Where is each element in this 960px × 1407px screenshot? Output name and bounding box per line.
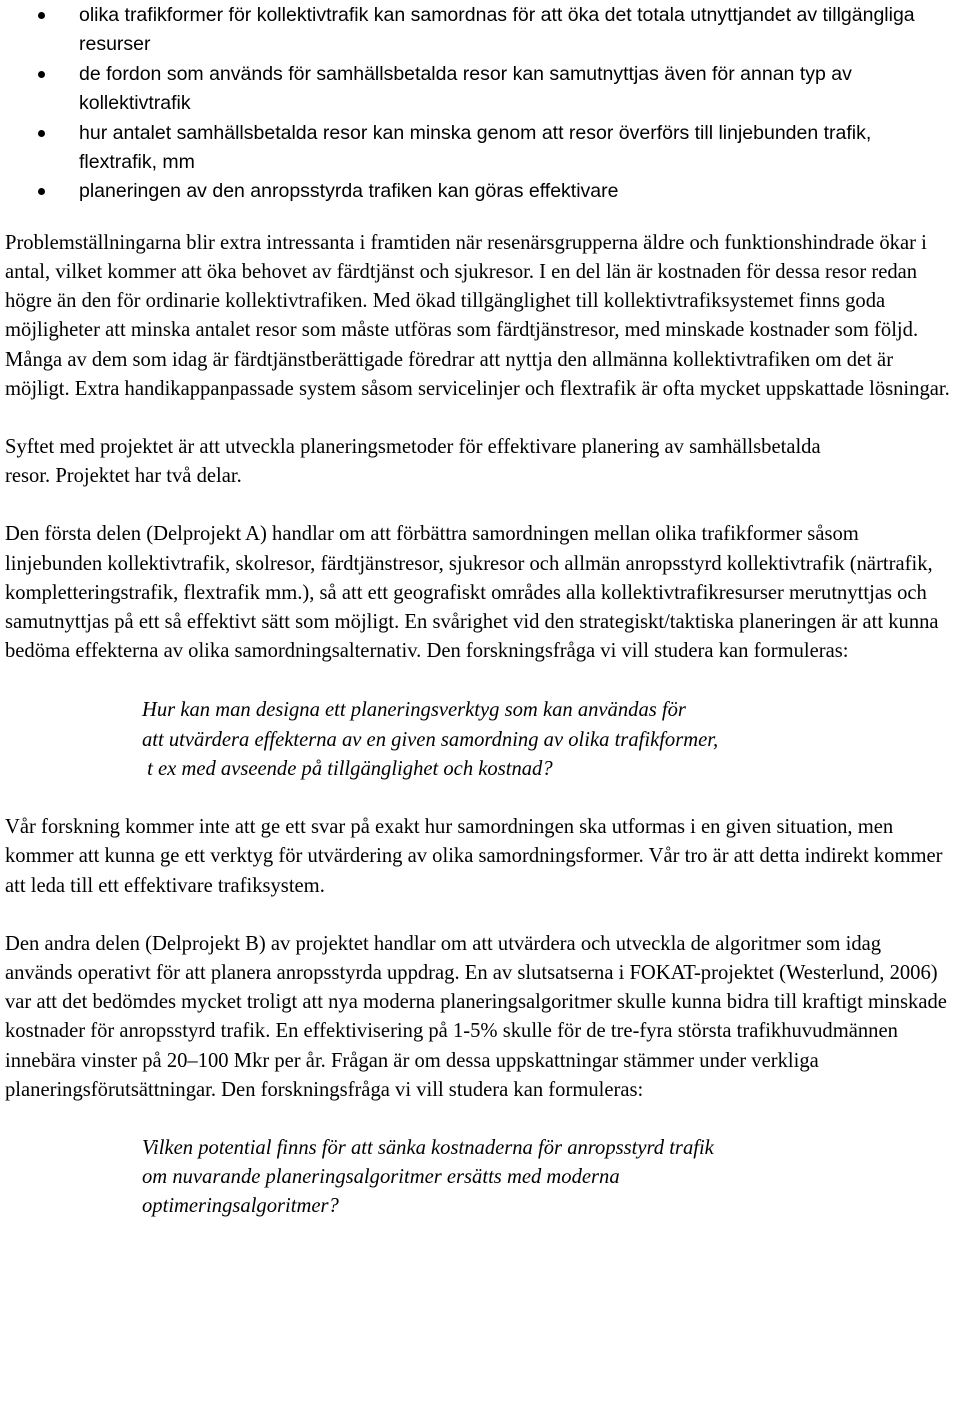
paragraph-delprojekt-a: Den första delen (Delprojekt A) handlar om att förbättra samordningen mellan olika trafikformer såsom linjebunden kollektivtrafik, skolresor, färdtjänstresor, sjukresor och allmän anropsstyrd kollektivtrafik (närtrafik, kompletteringstrafik, flextrafik mm.), så att ett geografiskt områdes alla kollektivtrafikresurser merutnyttjas och samutnyttjas på ett så effektivt sätt som möjligt. En svårighet vid den strategiskt/taktiska planeringen är att kunna bedöma effekterna av olika samordningsalternativ. Den forskningsfråga vi vill studera kan formuleras: [5,523,939,663]
bullet-text: de fordon som används för samhällsbetalda resor kan samutnyttjas även för annan typ av kollektivtrafik [79,62,852,115]
question-a-line: Hur kan man designa ett planeringsverktyg som kan användas för [142,699,686,722]
question-a-line: t ex med avseende på tillgänglighet och kostnad? [142,757,553,780]
bullet-text: planeringen av den anropsstyrda trafiken kan göras effektivare [79,180,619,203]
paragraph-forskning: Vår forskning kommer inte att ge ett svar på exakt hur samordningen ska utformas i en given situation, men kommer att kunna ge ett verktyg för utvärdering av olika samordningsformer. Vår tro är att detta indirekt kommer att leda till ett effektivare trafiksystem. [5,816,943,897]
bullet-item [5,1,945,60]
bullet-dot-icon [38,12,45,19]
bullet-list [5,0,953,207]
bullet-item [5,119,945,178]
question-b-line: om nuvarande planeringsalgoritmer ersätts med moderna [142,1166,620,1189]
paragraph-problem: Problemställningarna blir extra intressanta i framtiden när resenärsgrupperna äldre och funktionshindrade ökar i antal, vilket kommer att öka behovet av färdtjänst och sjukresor. I en del län är kostnaden för dessa resor redan högre än den för ordinarie kollektivtrafiken. Med ökad tillgänglighet till kollektivtrafiksystemet finns goda möjligheter att minska antalet resor som måste utföras som färdtjänstresor, med minskade kostnader som följd. Många av dem som idag är färdtjänstberättigade föredrar att nyttja den allmänna kollektivtrafiken om det är möjligt. Extra handikappanpassade system såsom servicelinjer och flextrafik är ofta mycket uppskattade lösningar. [5,231,950,400]
paragraph-syfte: Syftet med projektet är att utveckla planeringsmetoder för effektivare planering av samhällsbetalda resor. Projektet har två delar. [5,436,821,488]
document-page [5,0,953,1222]
bullet-dot-icon [38,71,45,78]
bullet-text: hur antalet samhällsbetalda resor kan minska genom att resor överförs till linjebunden trafik, flextrafik, mm [79,121,872,174]
bullet-item [5,177,953,206]
bullet-item [5,60,945,119]
paragraph-delprojekt-b: Den andra delen (Delprojekt B) av projektet handlar om att utvärdera och utveckla de algoritmer som idag används operativt för att planera anropsstyrda uppdrag. En av slutsatserna i FOKAT-projektet (Westerlund, 2006) var att det bedömdes mycket troligt att nya moderna planeringsalgoritmer skulle kunna bidra till kraftigt minskade kostnader för anropsstyrd trafik. En effektivisering på 1-5% skulle för de tre-fyra största trafikhuvudmännen innebära vinster på 20–100 Mkr per år. Frågan är om dessa uppskattningar stämmer under verkliga planeringsförutsättningar. Den forskningsfråga vi vill studera kan formuleras: [5,932,947,1101]
bullet-text: olika trafikformer för kollektivtrafik kan samordnas för att öka det totala utnyttjandet av tillgängliga resurser [79,4,915,56]
research-question-a [5,696,953,784]
question-b-line: Vilken potential finns för att sänka kostnaderna för anropsstyrd trafik [142,1136,714,1159]
question-b-line: optimeringsalgoritmer? [142,1195,339,1218]
question-a-line: att utvärdera effekterna av en given samordning av olika trafikformer, [142,728,719,751]
bullet-dot-icon [38,130,45,137]
research-question-b [5,1134,953,1222]
bullet-dot-icon [38,188,45,195]
